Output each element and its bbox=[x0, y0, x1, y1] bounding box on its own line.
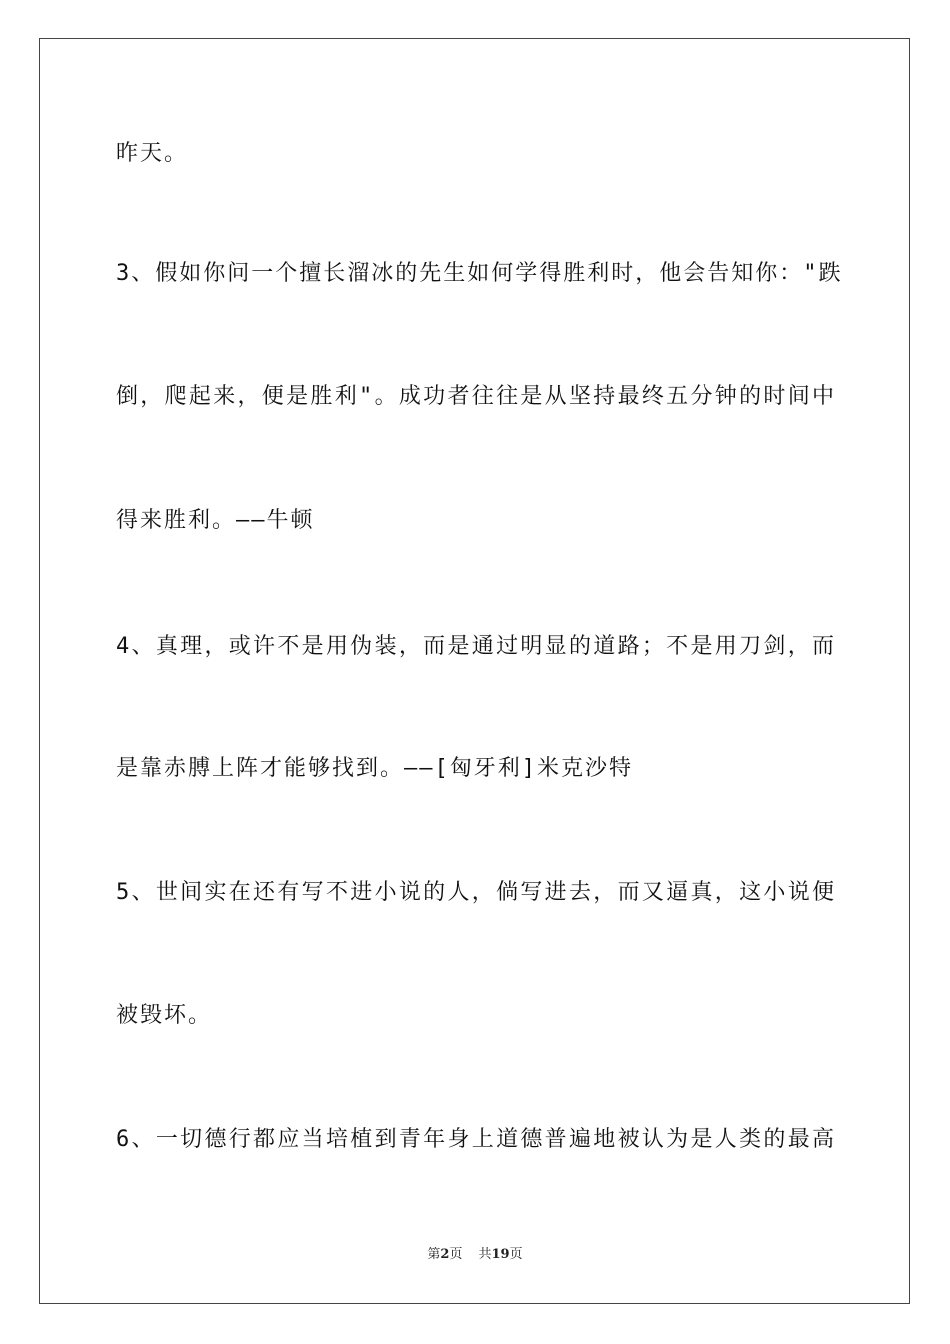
footer-total-suffix: 页 bbox=[509, 1247, 523, 1262]
text-line-9: 6、一切德行都应当培植到青年身上道德普遍地被认为是人类的最高 bbox=[116, 1127, 836, 1152]
page-border bbox=[39, 38, 910, 1304]
footer-total-pages: 19 bbox=[491, 1247, 510, 1262]
footer-page-number: 2 bbox=[440, 1247, 450, 1262]
text-line-5: 4、真理，或许不是用伪装，而是通过明显的道路；不是用刀剑，而 bbox=[116, 634, 836, 659]
text-line-8: 被毁坏。 bbox=[116, 1003, 213, 1028]
page-footer bbox=[0, 1246, 950, 1264]
text-line-6: 是靠赤膊上阵才能够找到。——[匈牙利]米克沙特 bbox=[116, 756, 633, 781]
footer-page-prefix: 第 bbox=[427, 1247, 441, 1262]
text-line-7: 5、世间实在还有写不进小说的人，倘写进去，而又逼真，这小说便 bbox=[116, 880, 836, 905]
text-line-1: 昨天。 bbox=[116, 141, 189, 166]
text-line-3: 倒，爬起来，便是胜利"。成功者往往是从坚持最终五分钟的时间中 bbox=[116, 384, 836, 409]
footer-total-prefix: 共 bbox=[478, 1247, 492, 1262]
text-line-4: 得来胜利。——牛顿 bbox=[116, 508, 315, 533]
text-line-2: 3、假如你问一个擅长溜冰的先生如何学得胜利时，他会告知你："跌 bbox=[116, 261, 843, 286]
footer-page-suffix: 页 bbox=[449, 1247, 463, 1262]
